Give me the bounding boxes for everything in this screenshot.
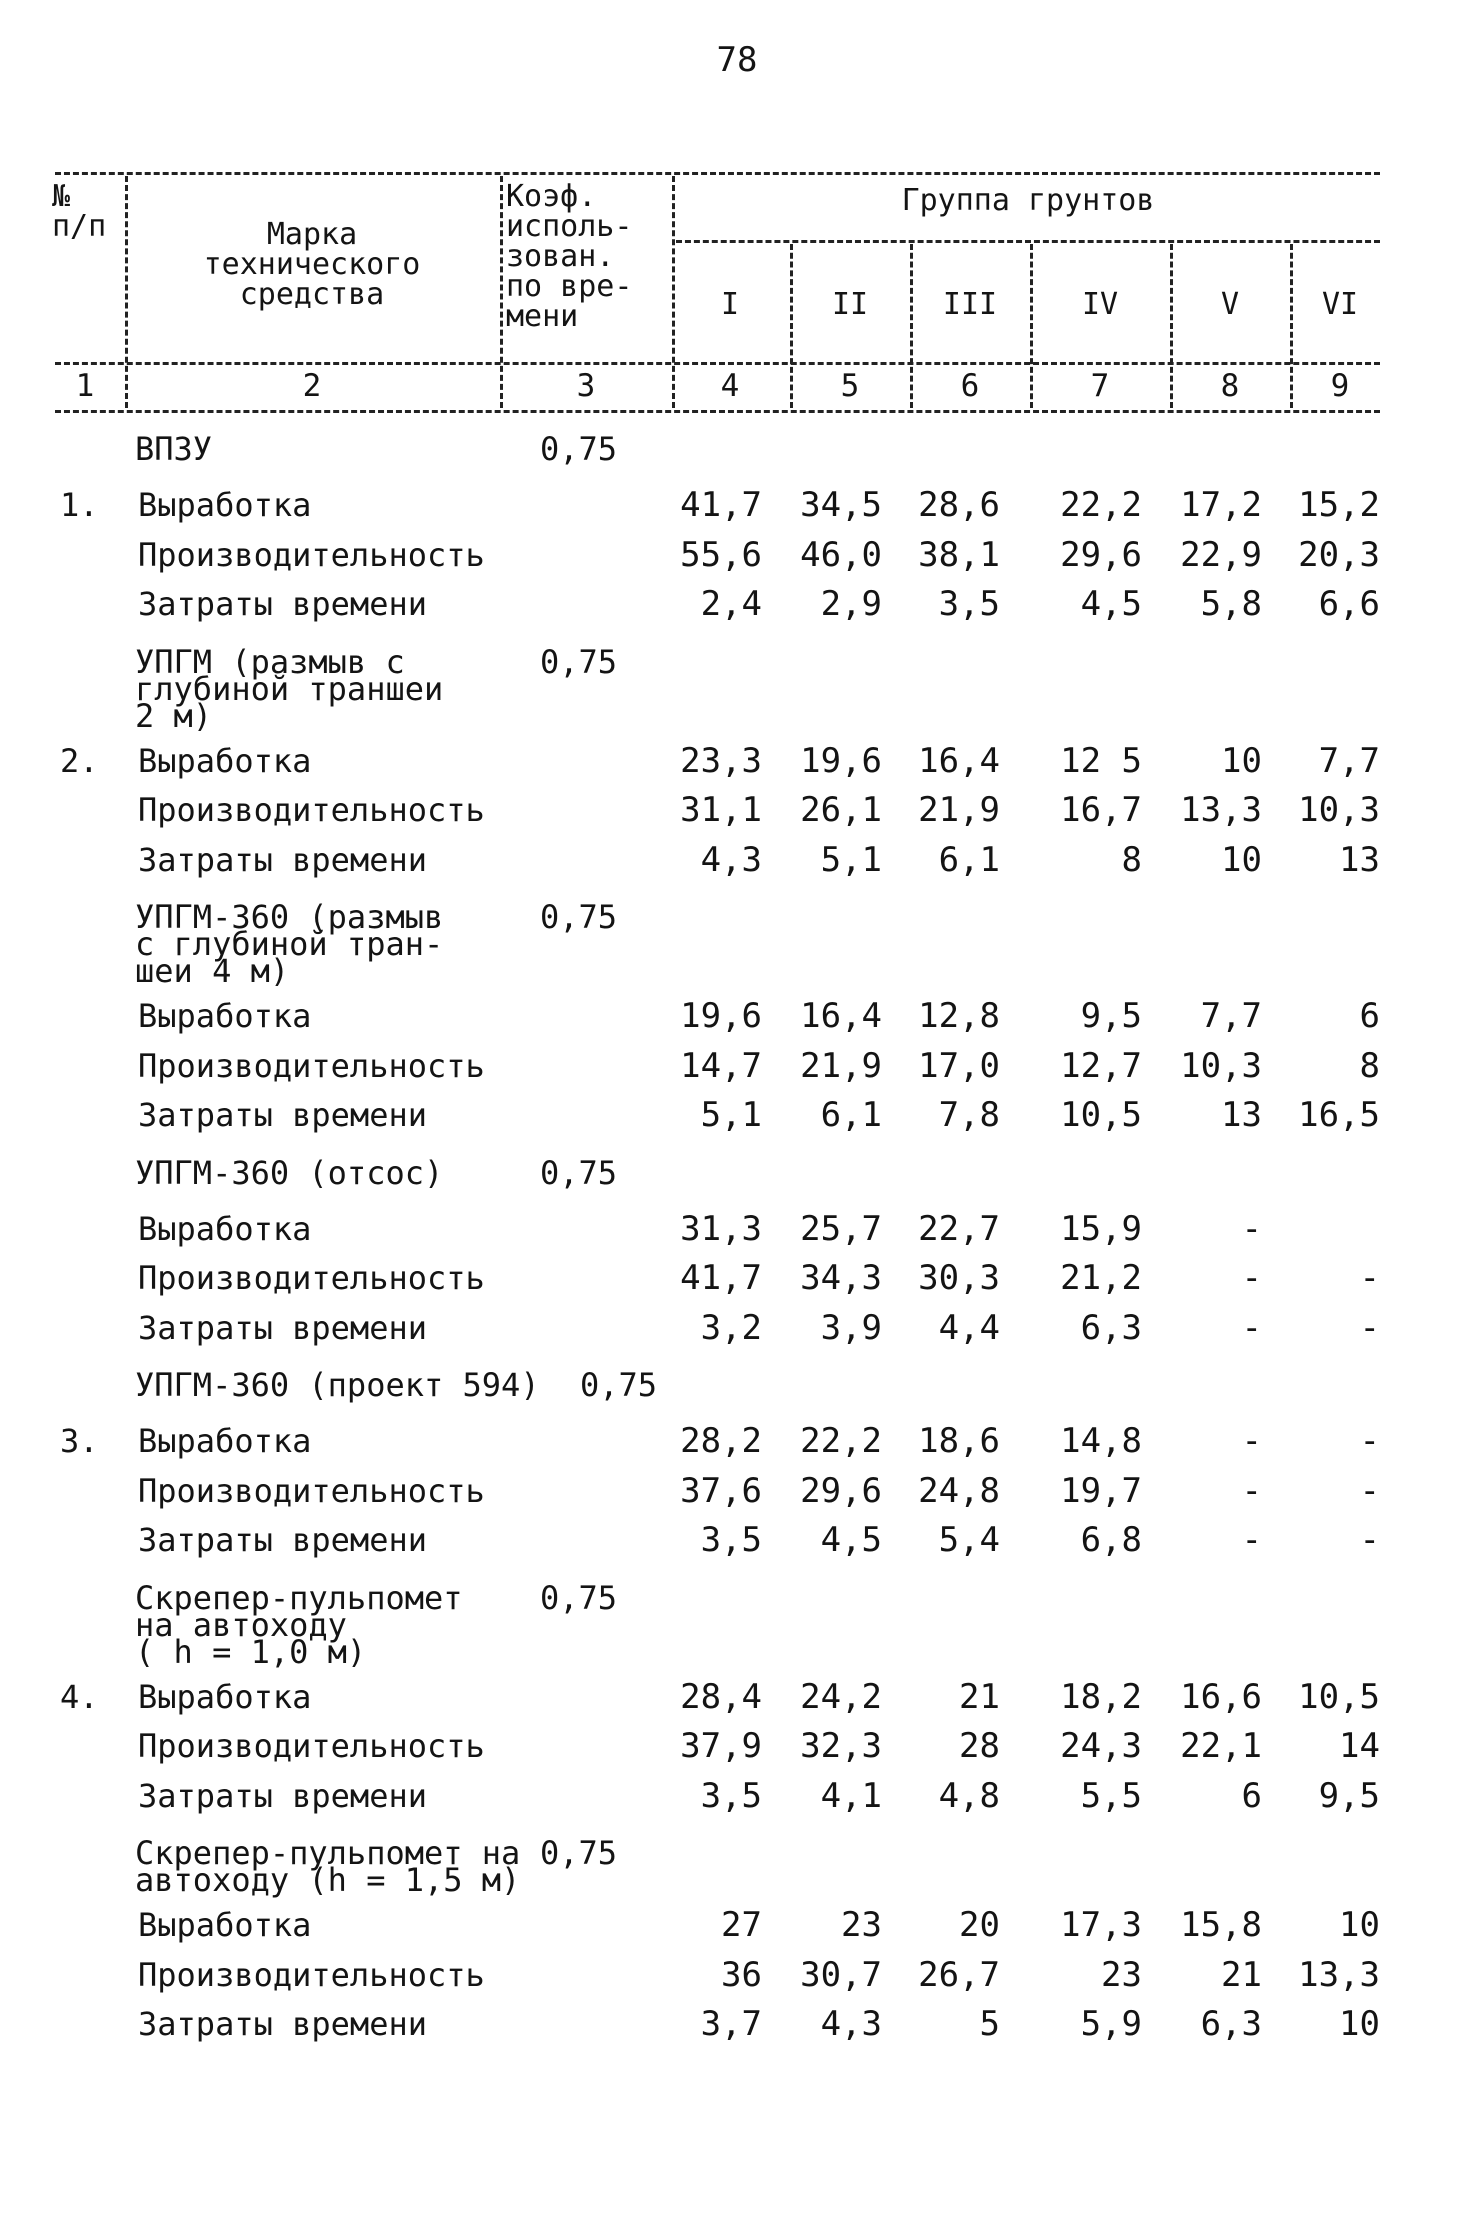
table-cell-value: 23 (1101, 1954, 1142, 1995)
table-cell-value: 8 (1121, 839, 1142, 880)
row-number: 2. (60, 741, 99, 780)
table-cell-value: 20,3 (1298, 534, 1380, 575)
table-cell-value: 19,6 (800, 740, 882, 781)
col-divider (500, 176, 503, 408)
table-cell-value: 6,1 (938, 839, 1000, 880)
table-cell-value: 28 (959, 1726, 1000, 1766)
table-cell-value: 16,4 (918, 740, 1000, 781)
table-top-rule (55, 172, 1380, 175)
table-cell-value: 5 (979, 2004, 1000, 2044)
indicator-label: Выработка (138, 1677, 312, 1716)
table-cell-value: 24,3 (1060, 1726, 1142, 1766)
indicator-label: Производительность (138, 1259, 485, 1297)
table-cell-value: 5,1 (700, 1095, 762, 1135)
table-cell-value: 14,8 (1060, 1421, 1142, 1461)
equipment-name: Скрепер-пульпомет на автоходу (h = 1,5 м) (135, 1834, 521, 1899)
table-cell-value: 13,3 (1298, 1954, 1380, 1995)
indicator-label: Выработка (138, 741, 312, 780)
page-number: 78 (716, 40, 758, 80)
table-cell-value: 21 (959, 1676, 1000, 1717)
table-cell-value: 22,9 (1180, 534, 1262, 575)
header-brand: Марка технического средства (203, 217, 421, 312)
table-cell-value: 19,7 (1060, 1470, 1142, 1511)
col-divider (790, 244, 793, 408)
indicator-label: Выработка (138, 997, 312, 1035)
table-cell-value: - (1359, 1520, 1380, 1560)
table-cell-value: 3,2 (700, 1307, 762, 1348)
table-cell-value: 2,9 (820, 584, 882, 624)
table-cell-value: 3,5 (938, 584, 1000, 624)
table-cell-value: 38,1 (918, 534, 1000, 575)
col-divider (125, 176, 128, 408)
table-cell-value: 16,7 (1060, 790, 1142, 830)
table-cell-value: 5,5 (1080, 1775, 1142, 1816)
table-cell-value: 41,7 (680, 1258, 762, 1298)
table-cell-value: 4,4 (938, 1307, 1000, 1348)
table-cell-value: 34,3 (800, 1258, 882, 1298)
table-cell-value: 6 (1241, 1775, 1262, 1816)
table-cell-value: 20 (959, 1905, 1000, 1945)
header-soil-group: Группа грунтов (901, 183, 1155, 218)
table-cell-value: - (1241, 1421, 1262, 1461)
column-number: 5 (840, 368, 860, 404)
indicator-label: Производительность (138, 1955, 485, 1994)
column-number: 9 (1330, 368, 1350, 404)
table-cell-value: 6,3 (1200, 2004, 1262, 2044)
table-cell-value: 13 (1221, 1095, 1262, 1135)
table-cell-value: 8 (1359, 1045, 1380, 1086)
table-cell-value: 4,8 (938, 1775, 1000, 1816)
table-cell-value: 10 (1221, 839, 1262, 880)
indicator-label: Затраты времени (138, 2005, 427, 2043)
table-cell-value: 16,5 (1298, 1095, 1380, 1135)
table-cell-value: 10,5 (1060, 1095, 1142, 1135)
usage-coefficient: 0,75 (540, 898, 618, 936)
table-cell-value: - (1241, 1470, 1262, 1511)
table-cell-value: 7,7 (1318, 740, 1380, 781)
table-cell-value: 6,1 (820, 1095, 882, 1135)
row-number: 3. (60, 1422, 99, 1460)
table-cell-value: 10 (1339, 2004, 1380, 2044)
table-cell-value: 28,6 (918, 485, 1000, 525)
usage-coefficient: 0,75 (540, 430, 618, 468)
table-cell-value: 21,2 (1060, 1258, 1142, 1298)
table-cell-value: 16,4 (800, 996, 882, 1036)
table-cell-value: 4,3 (820, 2004, 882, 2044)
table-cell-value: 30,3 (918, 1258, 1000, 1298)
equipment-name: УПГМ-360 (отсос) (135, 1153, 444, 1192)
table-cell-value: 9,5 (1080, 996, 1142, 1036)
table-cell-value: - (1359, 1470, 1380, 1511)
column-number: 1 (75, 368, 95, 404)
table-cell-value: 2,4 (700, 584, 762, 624)
table-cell-value: 36 (721, 1954, 762, 1995)
soil-group-label: V (1220, 287, 1240, 322)
table-cell-value: 17,3 (1060, 1905, 1142, 1945)
equipment-name: УПГМ-360 (проект 594) (135, 1366, 540, 1404)
table-cell-value: 22,1 (1180, 1726, 1262, 1766)
table-cell-value: 5,4 (938, 1520, 1000, 1560)
indicator-label: Затраты времени (138, 1308, 427, 1347)
header-number: № п/п (52, 179, 107, 244)
table-cell-value: 7,7 (1200, 996, 1262, 1036)
header-coefficient: Коэф. исполь- зован. по вре- мени (506, 179, 633, 334)
table-cell-value: 17,2 (1180, 485, 1262, 525)
table-cell-value: 6,8 (1080, 1520, 1142, 1560)
table-cell-value: 5,1 (820, 839, 882, 880)
table-cell-value: 29,6 (800, 1470, 882, 1511)
group-header-rule (676, 240, 1380, 243)
table-cell-value: - (1241, 1258, 1262, 1298)
col-divider (1170, 244, 1173, 408)
table-cell-value: 6,6 (1318, 584, 1380, 624)
table-cell-value: 28,4 (680, 1676, 762, 1717)
table-cell-value: 23 (841, 1905, 882, 1945)
table-cell-value: 4,5 (820, 1520, 882, 1560)
soil-group-label: IV (1081, 287, 1119, 322)
table-cell-value: 14 (1339, 1726, 1380, 1766)
col-divider (1030, 244, 1033, 408)
table-cell-value: 19,6 (680, 996, 762, 1036)
indicator-label: Затраты времени (138, 1096, 427, 1134)
table-cell-value: 10 (1339, 1905, 1380, 1945)
table-cell-value: 22,7 (918, 1208, 1000, 1249)
table-cell-value: 21,9 (800, 1045, 882, 1086)
table-cell-value: 18,6 (918, 1421, 1000, 1461)
table-cell-value: 13,3 (1180, 790, 1262, 830)
equipment-name: ВПЗУ (135, 430, 213, 468)
table-cell-value: 14,7 (680, 1045, 762, 1086)
table-cell-value: 4,1 (820, 1775, 882, 1816)
table-cell-value: 18,2 (1060, 1676, 1142, 1717)
table-cell-value: 22,2 (800, 1421, 882, 1461)
column-number: 7 (1090, 368, 1110, 404)
table-cell-value: 26,7 (918, 1954, 1000, 1995)
table-cell-value: 21 (1221, 1954, 1262, 1995)
table-cell-value: 4,5 (1080, 584, 1142, 624)
table-cell-value: 5,9 (1080, 2004, 1142, 2044)
indicator-label: Затраты времени (138, 840, 427, 879)
table-cell-value: 12 5 (1060, 740, 1142, 781)
equipment-name: Скрепер-пульпомет на автоходу ( h = 1,0 м) (135, 1578, 463, 1671)
table-cell-value: 34,5 (800, 485, 882, 525)
table-cell-value: 26,1 (800, 790, 882, 830)
table-cell-value: 9,5 (1318, 1775, 1380, 1816)
indicator-label: Производительность (138, 535, 485, 574)
table-cell-value: 10,3 (1298, 790, 1380, 830)
indicator-label: Производительность (138, 1471, 485, 1510)
column-number: 2 (302, 368, 322, 404)
indicator-label: Производительность (138, 1727, 485, 1765)
table-cell-value: 13 (1339, 839, 1380, 880)
table-cell-value: 3,9 (820, 1307, 882, 1348)
row-number: 4. (60, 1677, 99, 1716)
column-number: 4 (720, 368, 740, 404)
indicator-label: Выработка (138, 1209, 312, 1248)
usage-coefficient: 0,75 (580, 1366, 658, 1404)
indicator-label: Выработка (138, 1422, 312, 1460)
indicator-label: Затраты времени (138, 585, 427, 623)
table-cell-value: 25,7 (800, 1208, 882, 1249)
table-cell-value: 3,7 (700, 2004, 762, 2044)
soil-group-label: III (942, 287, 998, 322)
indicator-label: Производительность (138, 1046, 485, 1085)
table-cell-value: 21,9 (918, 790, 1000, 830)
table-cell-value: 30,7 (800, 1954, 882, 1995)
table-cell-value: 24,2 (800, 1676, 882, 1717)
table-cell-value: - (1241, 1208, 1262, 1249)
table-cell-value: 10,5 (1298, 1676, 1380, 1717)
table-cell-value: - (1359, 1421, 1380, 1461)
usage-coefficient: 0,75 (540, 1578, 618, 1617)
table-cell-value: 31,1 (680, 790, 762, 830)
indicator-label: Производительность (138, 791, 485, 829)
column-number: 3 (576, 368, 596, 404)
numbering-bottom-rule (55, 410, 1380, 413)
table-cell-value: 3,5 (700, 1520, 762, 1560)
table-cell-value: 29,6 (1060, 534, 1142, 575)
soil-group-label: I (720, 287, 740, 322)
equipment-name: УПГМ (размыв с глубиной траншеи 2 м) (135, 642, 444, 735)
table-cell-value: 31,3 (680, 1208, 762, 1249)
table-cell-value: 37,6 (680, 1470, 762, 1511)
soil-group-label: VI (1321, 287, 1359, 322)
table-cell-value: - (1359, 1258, 1380, 1298)
column-number: 6 (960, 368, 980, 404)
table-cell-value: 5,8 (1200, 584, 1262, 624)
indicator-label: Затраты времени (138, 1776, 427, 1815)
table-cell-value: 10 (1221, 740, 1262, 781)
table-cell-value: 55,6 (680, 534, 762, 575)
col-divider (1290, 244, 1293, 408)
table-cell-value: 15,9 (1060, 1208, 1142, 1249)
table-cell-value: 3,5 (700, 1775, 762, 1816)
indicator-label: Затраты времени (138, 1521, 427, 1559)
table-cell-value: 32,3 (800, 1726, 882, 1766)
table-cell-value: 22,2 (1060, 485, 1142, 525)
table-cell-value: 7,8 (938, 1095, 1000, 1135)
table-cell-value: 4,3 (700, 839, 762, 880)
table-cell-value: 15,2 (1298, 485, 1380, 525)
table-cell-value: 16,6 (1180, 1676, 1262, 1717)
table-cell-value: - (1359, 1307, 1380, 1348)
equipment-name: УПГМ-360 (размыв с глубиной тран- шеи 4 м) (135, 898, 444, 990)
table-cell-value: 6 (1359, 996, 1380, 1036)
table-cell-value: 46,0 (800, 534, 882, 575)
indicator-label: Выработка (138, 1906, 312, 1944)
table-cell-value: 24,8 (918, 1470, 1000, 1511)
table-cell-value: - (1241, 1307, 1262, 1348)
table-cell-value: 12,8 (918, 996, 1000, 1036)
table-cell-value: - (1241, 1520, 1262, 1560)
table-cell-value: 41,7 (680, 485, 762, 525)
row-number: 1. (60, 486, 99, 524)
table-cell-value: 10,3 (1180, 1045, 1262, 1086)
table-cell-value: 6,3 (1080, 1307, 1142, 1348)
table-cell-value: 28,2 (680, 1421, 762, 1461)
usage-coefficient: 0,75 (540, 642, 618, 681)
indicator-label: Выработка (138, 486, 312, 524)
table-cell-value: 17,0 (918, 1045, 1000, 1086)
col-divider (910, 244, 913, 408)
column-number: 8 (1220, 368, 1240, 404)
header-bottom-rule (55, 362, 1380, 365)
table-cell-value: 27 (721, 1905, 762, 1945)
table-cell-value: 37,9 (680, 1726, 762, 1766)
soil-group-label: II (831, 287, 869, 322)
table-cell-value: 15,8 (1180, 1905, 1262, 1945)
table-cell-value: 23,3 (680, 740, 762, 781)
usage-coefficient: 0,75 (540, 1153, 618, 1192)
usage-coefficient: 0,75 (540, 1834, 618, 1872)
table-cell-value: 12,7 (1060, 1045, 1142, 1086)
